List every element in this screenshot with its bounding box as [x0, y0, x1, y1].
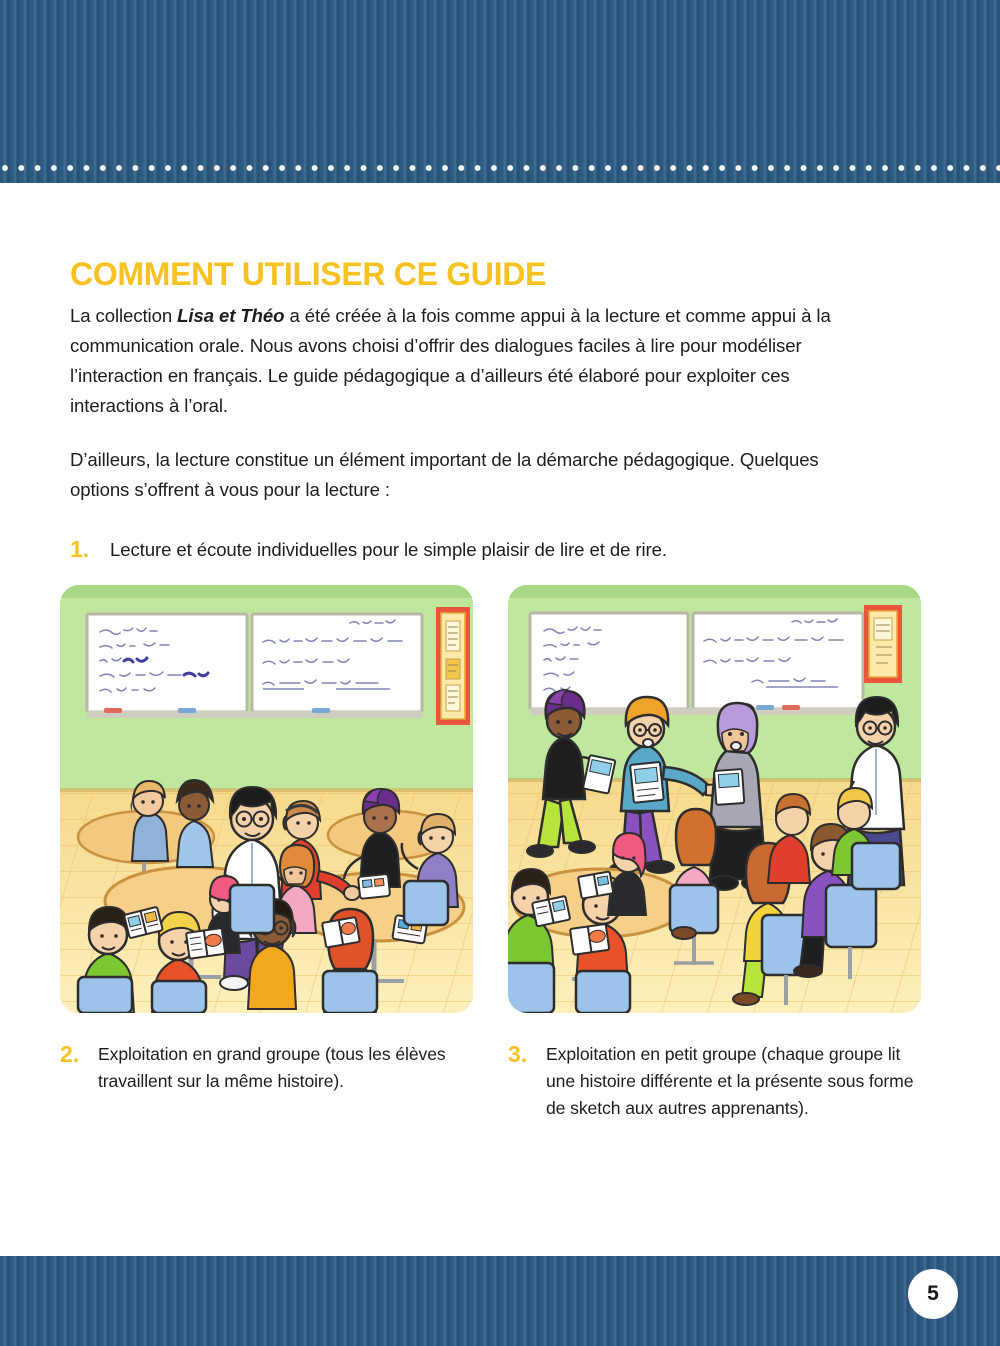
main-content — [70, 258, 880, 564]
bottom-decorative-band — [0, 1256, 1000, 1346]
reading-paragraph: D’ailleurs, la lecture constitue un élément important de la démarche pédagogique. Quelques options s’offrent à vous pour la lecture : — [70, 448, 819, 500]
list-marker-1: 1. — [70, 535, 90, 562]
caption-large-group — [60, 1041, 473, 1095]
paragraph-1-part-2: a été créée à la fois comme appui à la lecture et comme appui à la communication orale. Nous avons choisi d’offrir des dialogues faciles à lire pour modéliser l’interaction en français. Le guide pédagogique a d’ailleurs été élaboré pour exploiter ces interactions à l’oral. — [70, 304, 831, 416]
dotted-rule — [0, 163, 1000, 173]
caption-marker-2: 2. — [60, 1041, 80, 1067]
caption-text-3: Exploitation en petit groupe (chaque groupe lit une histoire différente et la présente sous forme de sketch aux autres apprenants). — [546, 1044, 914, 1118]
figure-large-group — [60, 585, 473, 1122]
classroom-small-group-illustration — [508, 585, 921, 1013]
figure-small-group — [508, 585, 921, 1122]
paragraph-1-part-1: La collection — [70, 304, 178, 326]
figure-row — [60, 585, 914, 1122]
list-item-1 — [70, 535, 880, 564]
list-text-1: Lecture et écoute individuelles pour le simple plaisir de lire et de rire. — [110, 538, 667, 560]
top-decorative-band — [0, 0, 1000, 183]
page-number: 5 — [908, 1269, 958, 1319]
collection-name: Lisa et Théo — [177, 304, 285, 326]
caption-small-group — [508, 1041, 921, 1122]
intro-paragraph — [70, 301, 880, 421]
page-title: COMMENT UTILISER CE GUIDE — [70, 256, 547, 292]
caption-marker-3: 3. — [508, 1041, 528, 1067]
classroom-large-group-illustration — [60, 585, 473, 1013]
caption-text-2: Exploitation en grand groupe (tous les élèves travaillent sur la même histoire). — [98, 1044, 446, 1091]
